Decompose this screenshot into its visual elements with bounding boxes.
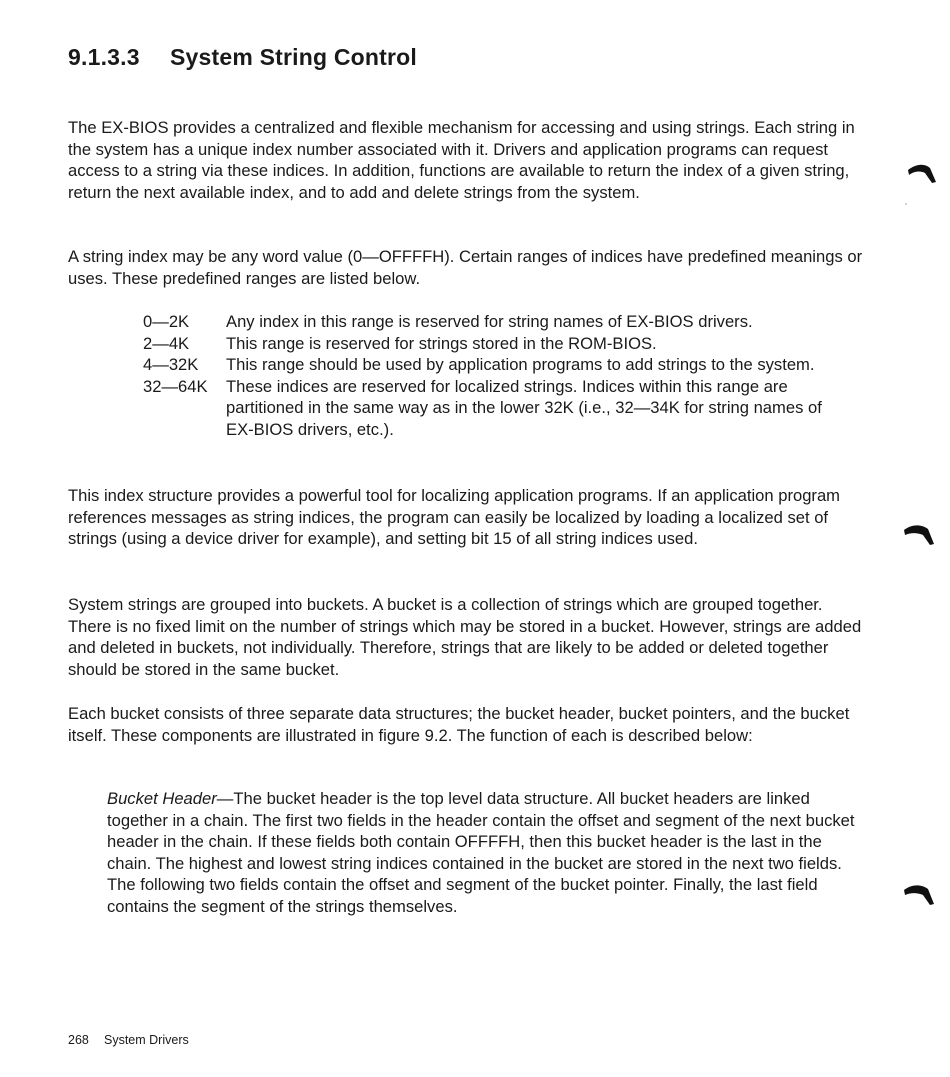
index-range-description: This range should be used by application programs to add strings to the system.	[226, 355, 815, 375]
index-range-item	[143, 354, 853, 376]
index-ranges-intro-paragraph: A string index may be any word value (0—OFFFFH). Certain ranges of indices have predefined meanings or uses. These predefined ranges are listed below.	[68, 247, 863, 288]
page-footer	[68, 1033, 189, 1047]
bucket-header-paragraph	[107, 788, 867, 918]
index-range-key: 0—2K	[143, 312, 190, 331]
index-range-description: This range is reserved for strings stored in the ROM-BIOS.	[226, 333, 657, 353]
index-range-key: 2—4K	[143, 333, 190, 353]
index-range-description: Any index in this range is reserved for string names of EX-BIOS drivers.	[226, 312, 753, 331]
index-range-item	[143, 333, 853, 355]
index-range-item	[143, 311, 853, 333]
intro-paragraph: The EX-BIOS provides a centralized and flexible mechanism for accessing and using strings. Each string in the system has a unique index number associated with it. Drivers and application programs can request access to a string via these indices. In addition, functions are available to return the index of a given string, return the next available index, and to add and delete strings from the system.	[68, 118, 855, 202]
section-heading	[68, 44, 417, 71]
index-range-list	[143, 311, 853, 441]
bucket-header-text: —The bucket header is the top level data structure. All bucket headers are linked together in a chain. The first two fields in the header contain the offset and segment of the next bucket header in the chain. If these fields both contain OFFFFH, then this bucket header is the last in the chain. The highest and lowest string indices contained in the bucket are stored in the next two fields. The following two fields contain the offset and segment of the bucket pointer. Finally, the last field contains the segment of the strings themselves.	[107, 789, 855, 916]
section-title: System String Control	[170, 44, 418, 70]
buckets-paragraph: System strings are grouped into buckets. A bucket is a collection of strings which are grouped together. There is no fixed limit on the number of strings which may be stored in a bucket. However, strings are added and deleted in buckets, not individually. Therefore, strings that are likely to be added or deleted together should be stored in the same bucket.	[68, 595, 862, 679]
index-range-key: 4—32K	[143, 355, 199, 375]
index-range-item	[143, 376, 853, 441]
footer-chapter: System Drivers	[104, 1033, 189, 1047]
index-range-key: 32—64K	[143, 376, 208, 396]
section-number: 9.1.3.3	[68, 44, 140, 70]
index-structure-paragraph: This index structure provides a powerful tool for localizing application programs. If an application program references messages as string indices, the program can easily be localized by loading a localized set of strings (using a device driver for example), and setting bit 15 of all string indices used.	[68, 486, 840, 549]
index-range-description: These indices are reserved for localized strings. Indices within this range are partitioned in the same way as in the lower 32K (i.e., 32—34K for string names of EX-BIOS drivers, etc.).	[226, 376, 822, 439]
bucket-structures-paragraph: Each bucket consists of three separate data structures; the bucket header, bucket pointers, and the bucket itself. These components are illustrated in figure 9.2. The function of each is described below:	[68, 704, 850, 745]
page-number: 268	[68, 1033, 89, 1047]
bucket-header-term: Bucket Header	[107, 789, 217, 808]
